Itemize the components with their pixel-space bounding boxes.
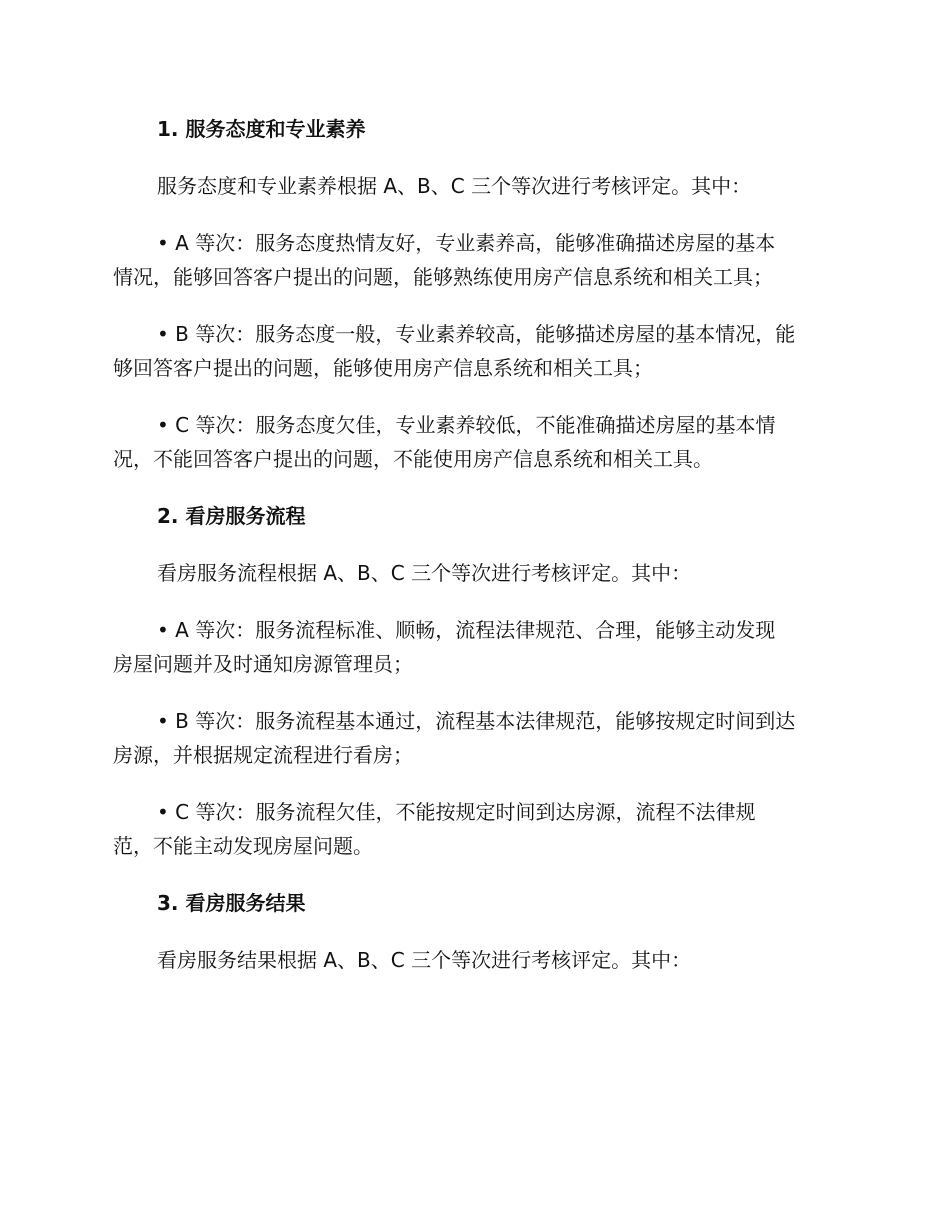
grade-item-line: 情况，能够回答客户提出的问题，能够熟练使用房产信息系统和相关工具； — [113, 265, 773, 289]
grade-item — [113, 226, 835, 294]
document-body — [113, 112, 835, 1000]
grade-item-line: • B 等次：服务态度一般，专业素养较高，能够描述房屋的基本情况，能 — [157, 322, 796, 346]
grade-item-line: • B 等次：服务流程基本通过，流程基本法律规范，能够按规定时间到达 — [157, 709, 796, 733]
grade-item-line: • A 等次：服务流程标准、顺畅，流程法律规范、合理，能够主动发现 — [157, 618, 776, 642]
grade-item — [113, 795, 835, 863]
grade-item-line: 况，不能回答客户提出的问题，不能使用房产信息系统和相关工具。 — [113, 447, 713, 471]
grade-item — [113, 704, 835, 772]
grade-item-line: 房屋问题并及时通知房源管理员； — [113, 652, 413, 676]
grade-item — [113, 317, 835, 385]
grade-item-line: 够回答客户提出的问题，能够使用房产信息系统和相关工具； — [113, 356, 653, 380]
grade-item — [113, 408, 835, 476]
grade-item-line: 房源，并根据规定流程进行看房； — [113, 743, 413, 767]
grade-item — [113, 613, 835, 681]
grade-item-line: 范，不能主动发现房屋问题。 — [113, 834, 373, 858]
section-intro: 服务态度和专业素养根据 A、B、C 三个等次进行考核评定。其中： — [157, 174, 752, 198]
section-intro: 看房服务结果根据 A、B、C 三个等次进行考核评定。其中： — [157, 948, 692, 972]
grade-item-line: • A 等次：服务态度热情友好，专业素养高，能够准确描述房屋的基本 — [157, 231, 776, 255]
grade-item-line: • C 等次：服务态度欠佳，专业素养较低，不能准确描述房屋的基本情 — [157, 413, 776, 437]
grade-item-line: • C 等次：服务流程欠佳，不能按规定时间到达房源，流程不法律规 — [157, 800, 756, 824]
section-heading: 1. 服务态度和专业素养 — [157, 117, 366, 141]
section-heading: 2. 看房服务流程 — [157, 504, 306, 528]
section-intro: 看房服务流程根据 A、B、C 三个等次进行考核评定。其中： — [157, 561, 692, 585]
section-heading: 3. 看房服务结果 — [157, 891, 306, 915]
